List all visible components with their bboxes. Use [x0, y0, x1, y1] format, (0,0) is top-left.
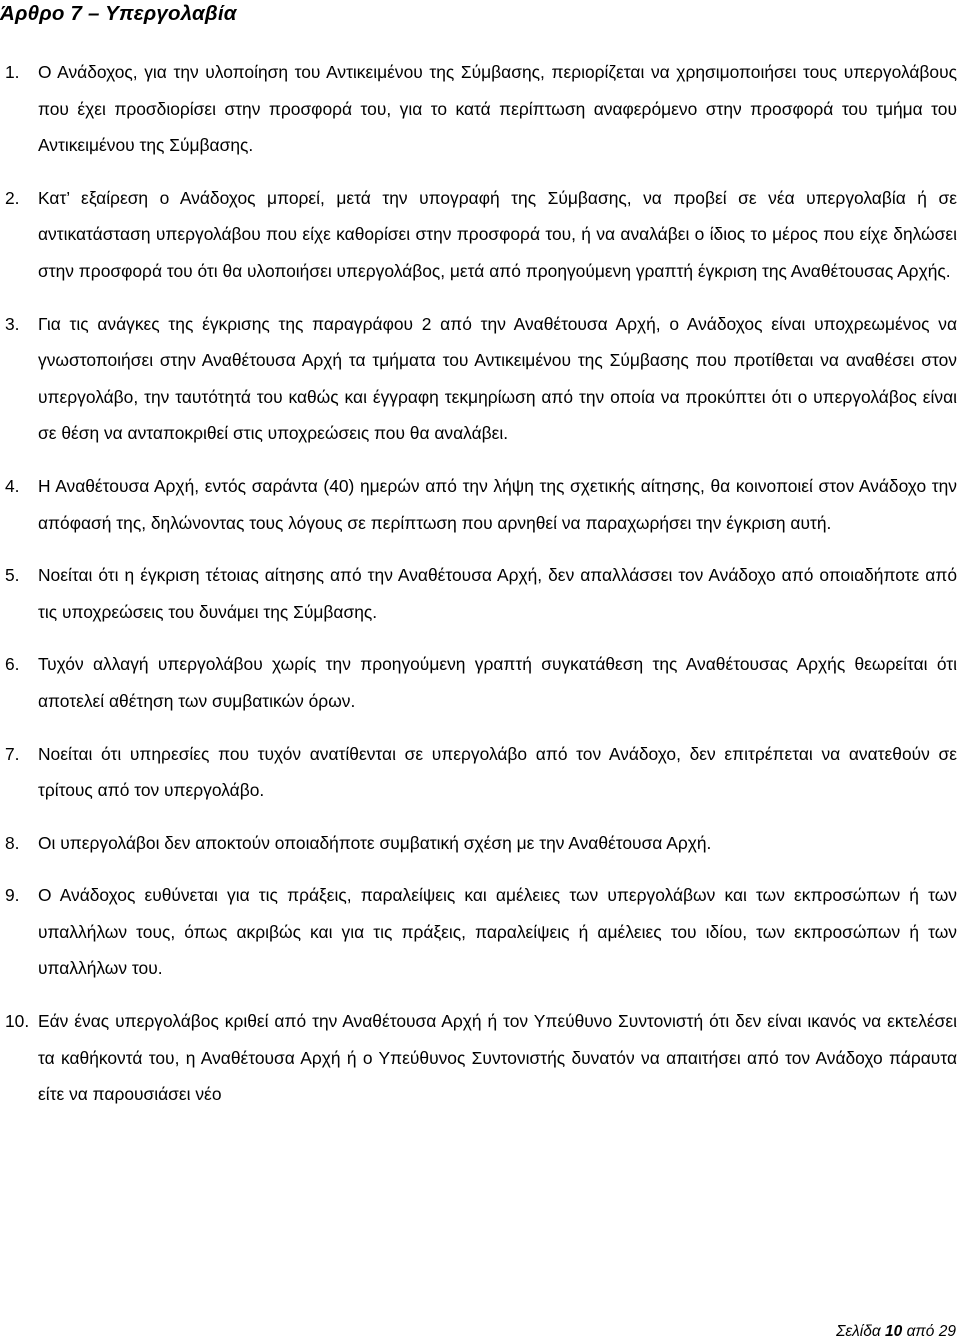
item-text: Για τις ανάγκες της έγκρισης της παραγράφου 2 από την Αναθέτουσα Αρχή, ο Ανάδοχος είναι υποχρεωμένος να γνωστοποιήσει στην Αναθέτουσα Αρχή τα τμήματα του Αντικειμένου της Σύμβασης που προτίθεται να αναθέσει στον υπεργολάβο, την ταυτότητά του καθώς και έγγραφη τεκμηρίωση από την οποία να προκύπτει ότι ο υπεργολάβος είναι σε θέση να ανταποκριθεί στις υποχρεώσεις που θα αναλάβει.	[38, 313, 957, 444]
item-number: 4.	[5, 475, 20, 496]
item-number: 8.	[5, 832, 20, 853]
item-number: 7.	[5, 743, 20, 764]
list-item-8	[0, 825, 957, 862]
article-title: Άρθρο 7 – Υπεργολαβία	[0, 2, 237, 25]
item-text: Νοείται ότι υπηρεσίες που τυχόν ανατίθενται σε υπεργολάβο από τον Ανάδοχο, δεν επιτρέπεται να ανατεθούν σε τρίτους από τον υπεργολάβο.	[38, 743, 957, 801]
item-text: Ο Ανάδοχος, για την υλοποίηση του Αντικειμένου της Σύμβασης, περιορίζεται να χρησιμοποιήσει τους υπεργολάβους που έχει προσδιορίσει στην προσφορά του, για το κατά περίπτωση αναφερόμενο στην προσφορά του τμήμα του Αντικειμένου της Σύμβασης.	[38, 62, 957, 156]
list-item-2	[0, 180, 957, 290]
item-text: Κατ’ εξαίρεση ο Ανάδοχος μπορεί, μετά την υπογραφή της Σύμβασης, να προβεί σε νέα υπεργολαβία ή σε αντικατάσταση υπεργολάβου που είχε καθορίσει στην προσφορά του, ή να αναλάβει ο ίδιος το μέρος που είχε δηλώσει στην προσφορά του ότι θα υλοποιήσει υπεργολάβος, μετά από προηγούμενη γραπτή έγκριση της Αναθέτουσας Αρχής.	[38, 187, 957, 281]
item-number: 10.	[5, 1011, 30, 1032]
item-text: Οι υπεργολάβοι δεν αποκτούν οποιαδήποτε συμβατική σχέση με την Αναθέτουσα Αρχή.	[38, 832, 712, 853]
page-footer	[836, 1322, 956, 1342]
footer-total-pages: 29	[938, 1323, 956, 1340]
list-item-7	[0, 736, 957, 809]
list-item-4	[0, 468, 957, 541]
item-number: 5.	[5, 565, 20, 586]
item-text: Η Αναθέτουσα Αρχή, εντός σαράντα (40) ημερών από την λήψη της σχετικής αίτησης, θα κοινοποιεί στον Ανάδοχο την απόφασή της, δηλώνοντας τους λόγους σε περίπτωση που αρνηθεί να παραχωρήσει την έγκριση αυτή.	[38, 475, 957, 533]
list-item-6	[0, 646, 957, 719]
list-item-10	[0, 1003, 957, 1113]
item-text: Ο Ανάδοχος ευθύνεται για τις πράξεις, παραλείψεις και αμέλειες των υπεργολάβων και των εκπροσώπων ή των υπαλλήλων τους, όπως ακριβώς και για τις πράξεις, παραλείψεις ή αμέλειες του ιδίου, των εκπροσώπων ή των υπαλλήλων του.	[38, 885, 957, 979]
item-number: 3.	[5, 313, 20, 334]
footer-of-word: από	[906, 1323, 935, 1340]
list-item-5	[0, 557, 957, 630]
footer-page-word: Σελίδα	[836, 1323, 881, 1340]
list-item-1	[0, 54, 957, 164]
item-number: 9.	[5, 885, 20, 906]
article-items	[0, 54, 957, 1129]
item-text: Τυχόν αλλαγή υπεργολάβου χωρίς την προηγούμενη γραπτή συγκατάθεση της Αναθέτουσας Αρχής θεωρείται ότι αποτελεί αθέτηση των συμβατικών όρων.	[38, 654, 957, 711]
item-number: 2.	[5, 187, 20, 208]
item-text: Νοείται ότι η έγκριση τέτοιας αίτησης από την Αναθέτουσα Αρχή, δεν απαλλάσσει τον Ανάδοχο από οποιαδήποτε από τις υποχρεώσεις του δυνάμει της Σύμβασης.	[38, 565, 957, 622]
item-number: 1.	[5, 62, 20, 82]
item-text: Εάν ένας υπεργολάβος κριθεί από την Αναθέτουσα Αρχή ή τον Υπεύθυνο Συντονιστή ότι δεν είναι ικανός να εκτελέσει τα καθήκοντά του, η Αναθέτουσα Αρχή ή ο Υπεύθυνος Συντονιστής δυνατόν να απαιτήσει από τον Ανάδοχο πάραυτα είτε να παρουσιάσει νέο	[38, 1011, 957, 1105]
footer-page-number: 10	[885, 1323, 903, 1340]
list-item-9	[0, 877, 957, 987]
item-number: 6.	[5, 654, 20, 675]
list-item-3	[0, 306, 957, 452]
